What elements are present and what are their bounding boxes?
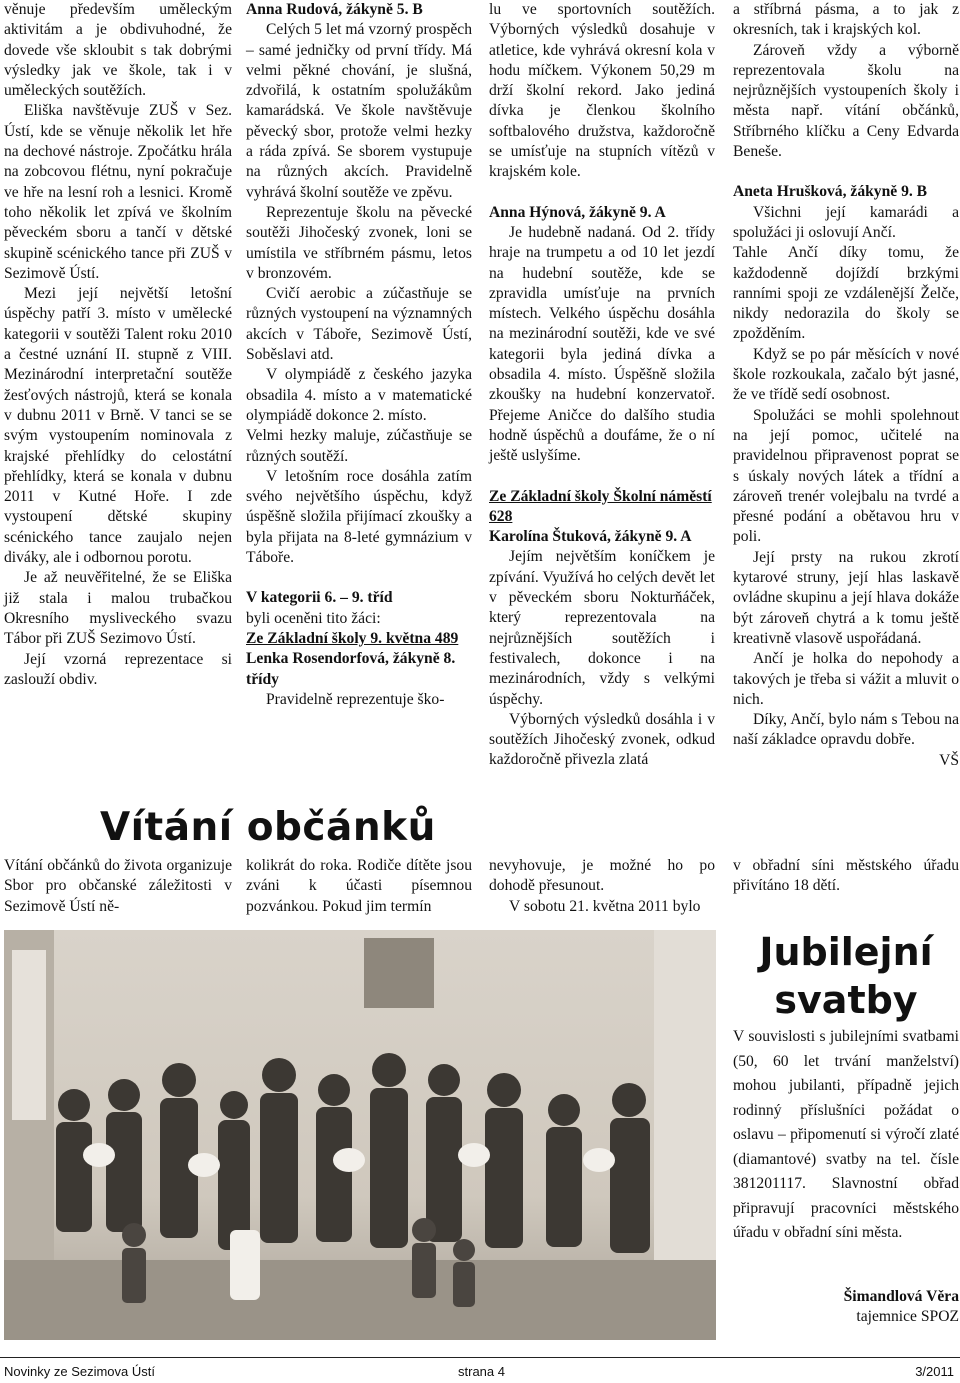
vitani-text-4 (733, 856, 959, 897)
page-footer (0, 1357, 960, 1383)
paragraph: Její prsty na rukou zkrotí kytarové struny, její hlas laskavě ovládne skupinu a její hlava dokáže být zároveň chytrá a k tomu ještě kreativně vlasově uspořádaná. (733, 548, 959, 647)
paragraph: Zároveň vždy a výborně reprezentovala školu na nejrůznějších vystoupeních školy i města např. vítání občánků, Stříbrného klíčku a Ceny Edvarda Beneše. (733, 41, 959, 161)
paragraph: Eliška navštěvuje ZUŠ v Sez. Ústí, kde se věnuje několik let hře na dechové nástroje. Zpočátku hrála na zobcovou flétnu, nyní pokračuje ve hře na lesní roh a lesnici. Kromě toho několik let zpívá ve školním pěveckém sboru a tančí v dětské skupině scénického tance při ZUŠ v Sezimově Ústí. (4, 102, 232, 282)
paragraph: Velmi hezky maluje, zúčastňuje se různých soutěží. (246, 427, 472, 465)
footer-page-number: strana 4 (458, 1364, 505, 1379)
paragraph: věnuje především uměleckým aktivitám a je obdivuhodné, že dovede vše skloubit s tak dobrými výsledky jak ve škole, tak i v uměleckých soutěžích. (4, 1, 232, 100)
paragraph: V letošním roce dosáhla zatím svého největšího úspěchu, když úspěšně složila přijímací zkoušky a byla přijata na 8-leté gymnázium v Táboře. (246, 467, 472, 567)
section-title-vitani: Vítání občánků (100, 805, 436, 850)
paragraph: Díky, Ančí, bylo nám s Tebou na naší základce opravdu dobře. (733, 711, 959, 749)
paragraph: Všichni její kamarádi a spolužáci ji oslovují Ančí. (733, 203, 959, 241)
paragraph: Ančí je holka do nepohody a takových je třeba si vážit a mluvit o nich. (733, 650, 959, 708)
author-initials: VŠ (939, 751, 959, 769)
paragraph: Je hudebně nadaná. Od 2. třídy hraje na trumpetu a od 10 let jezdí na hudební soutěže, kde se zpravidla umísťuje na prvních místech. Velkého úspěchu dosáhla na mezinárodní soutěži, kde ve své kategorii byla jediná dívka a obsadila 4. místo. Úspěšně složila zkoušky na hudební konzervatoř. Přejeme Aničce do dalšího studia hodně úspěchů a doufáme, že o ní ještě uslyšíme. (489, 223, 715, 465)
paragraph: Pravidelně reprezentuje ško- (266, 690, 445, 708)
vitani-text-1 (4, 856, 232, 917)
student-heading: Karolína Štuková, žákyně 9. A (489, 528, 692, 546)
student-heading: Anna Hýnová, žákyně 9. A (489, 203, 666, 221)
student-heading: Aneta Hrušková, žákyně 9. B (733, 183, 928, 201)
section-title-jubilejni: Jubilejní svatby (759, 930, 933, 1022)
paragraph: Její vzorná reprezentace si zaslouží obdiv. (4, 650, 232, 688)
paragraph: Celých 5 let má vzorný prospěch – samé jedničky od první třídy. Má velmi pěkné chování, je slušná, zdvořilá, k ostatním spolužákům kamarádská. Ve škole navštěvuje pěvecký sbor, protože velmi hezky a ráda zpívá. Se sborem vystupuje na různých akcích. Pravidelně vyhrává školní soutěže ve zpěvu. (246, 21, 472, 201)
signature (733, 1287, 959, 1328)
school-heading: Ze Základní školy Školní náměstí 628 (489, 487, 712, 525)
paragraph: Cvičí aerobic a zúčastňuje se různých vystoupení na významných akcích v Táboře, Sezimově Ústí, Soběslavi atd. (246, 285, 472, 364)
column-2 (246, 0, 472, 710)
student-heading: Anna Rudová, žákyně 5. B (246, 1, 423, 18)
paragraph: Tahle Ančí díky tomu, že každodenně dojíždí brzkými ranními spoji ze vzdálenější Želče, nikdy nedorazila do školy se zpožděním. (733, 244, 959, 343)
paragraph: Spolužáci se mohli spolehnout na její pomoc, učitelé na pravidelnou připravenost poprat se s úskaly nových látek a třídní a zároveň trenér volejbalu na tvrdé a přesné podání a obětavou hru v poli. (733, 406, 959, 546)
signature-name: Šimandlová Věra (843, 1288, 959, 1305)
paragraph: Jejím největším koníčkem je zpívání. Využívá ho celých devět let v pěveckém sboru Nokturňáček, který reprezentovala na nejrůznějších soutěžích i festivalech, dokonce i na mezinárodních, vždy s velkými úspěchy. (489, 548, 715, 708)
paragraph: kolikrát do roka. Rodiče dítěte jsou zváni k účasti písemnou pozvánkou. Pokud jim termín (246, 857, 472, 915)
paragraph: Je až neuvěřitelné, že se Eliška již stala i malou trubačkou Okresního mysliveckého svazu Tábor při ZUŠ Sezimovo Ústí. (4, 569, 232, 648)
paragraph: V olympiádě z českého jazyka obsadila 4. místo a v matematické olympiádě dokonce 2. místo. (246, 366, 472, 424)
paragraph: Když se po pár měsících v nové škole rozkoukala, začalo být jasné, že ve třídě sedí osobnost. (733, 345, 959, 404)
paragraph: lu ve sportovních soutěžích. Výborných výsledků dosahuje v atletice, kde vyhrává okresní kola v hodu míčkem. Výkonem 50,29 m drží školní rekord. Jako jediná dívka je členkou školního softbalového družstva, každoročně se umísťuje na stupních vítězů v krajském kole. (489, 1, 715, 181)
group-photo (4, 930, 716, 1340)
paragraph: Reprezentuje školu na pěvecké soutěži Jihočeský zvonek, loni se umístila ve stříbrném pásmu, letos v bronzovém. (246, 203, 472, 282)
paragraph: Vítání občánků do života organizuje Sbor pro občanské záležitosti v Sezimově Ústí ně- (4, 857, 232, 915)
column-1 (4, 0, 232, 690)
column-3 (489, 0, 715, 771)
jubilejni-text (733, 1025, 959, 1246)
signature-role: tajemnice SPOZ (856, 1308, 959, 1326)
vitani-text-2 (246, 856, 472, 917)
paragraph: a stříbrná pásma, a to jak z okresních, tak i krajských kol. (733, 1, 959, 39)
school-heading: Ze Základní školy 9. května 489 (246, 629, 459, 647)
paragraph: byli oceněni tito žáci: (246, 609, 381, 627)
footer-publication: Novinky ze Sezimova Ústí (4, 1364, 155, 1379)
paragraph: Mezi její největší letošní úspěchy patří 3. místo v umělecké kategorii v soutěži Talent roku 2010 a čestné uznání II. stupně z VIII. Mezinárodní interpretační soutěže žesťových nástrojů, která se konala v dubnu 2011 v Brně. V tanci se se svým vystoupením nominovala z krajské přehlídky do celostátní přehlídky, která se konala v dubnu 2011 v Kutné Hoře. I zde vystoupení dětské skupiny scénického tance zaujalo nejen diváky, ale i odbornou porotu. (4, 285, 232, 567)
vitani-text-3 (489, 856, 715, 917)
paragraph: Výborných výsledků dosáhla i v soutěžích Jihočeský zvonek, odkud každoročně přivezla zlatá (489, 710, 715, 769)
paragraph: V sobotu 21. května 2011 bylo (509, 897, 701, 915)
column-4 (733, 0, 959, 771)
paragraph: v obřadní síni městského úřadu přivítáno 18 dětí. (733, 857, 959, 895)
group-photo-image (4, 930, 716, 1340)
paragraph: nevyhovuje, je možné ho po dohodě přesunout. (489, 857, 715, 895)
student-heading: Lenka Rosendorfová, žákyně 8. třídy (246, 650, 456, 688)
footer-issue: 3/2011 (915, 1364, 954, 1379)
category-heading: V kategorii 6. – 9. tříd (246, 589, 393, 607)
paragraph: V souvislosti s jubilejními svatbami (50, 60 let trvání manželství) mohou jubilanti, případně jejich rodinný příslušníci požádat o oslavu – připomenutí si výročí zlaté (diamantové) svatby na tel. čísle 381201117. Slavnostní obřad připravují pracovníci městského úřadu v obřadní síni města. (733, 1028, 959, 1241)
